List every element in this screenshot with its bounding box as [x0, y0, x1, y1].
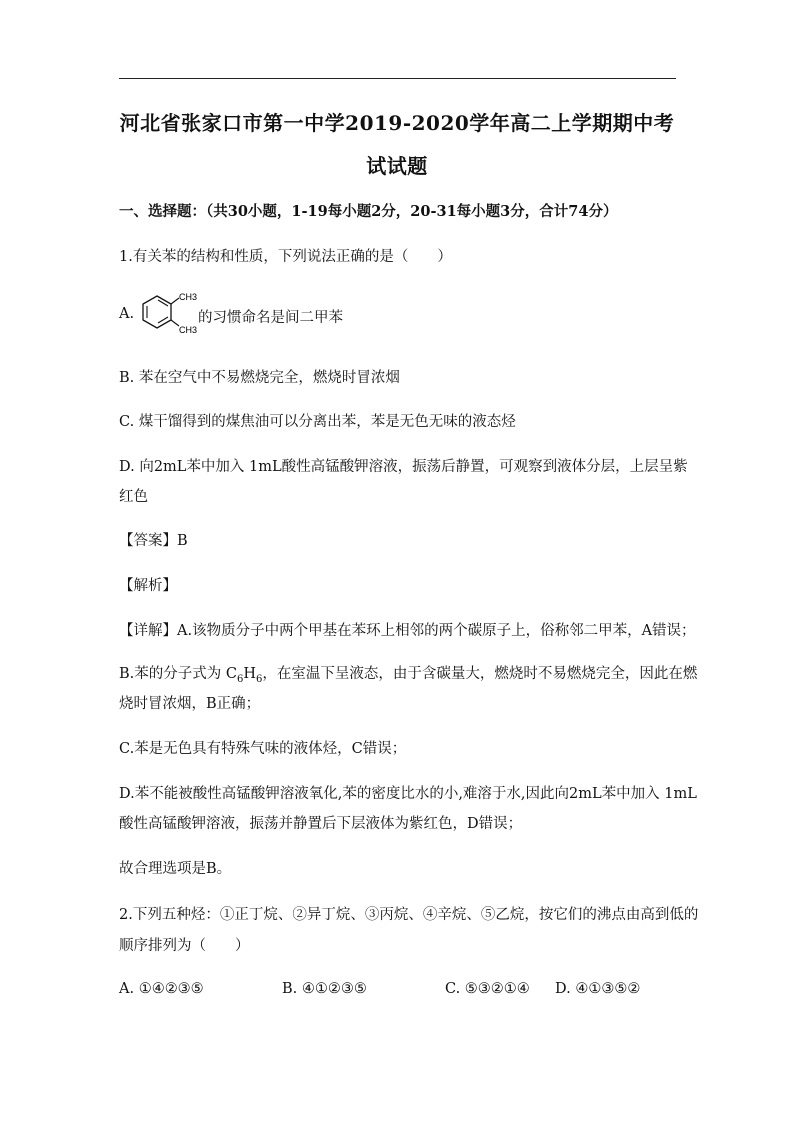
- formula-sub-h: 6: [256, 673, 263, 685]
- q1-option-a-label: A.: [119, 306, 135, 322]
- q1-option-d-line2: 红色: [119, 489, 148, 505]
- q1-detail-b-line2: 烧时冒浓烟，B正确；: [119, 696, 261, 712]
- xylene-structure-image: [137, 290, 197, 336]
- q1-option-c: C. 煤干馏得到的煤焦油可以分离出苯，苯是无色无味的液态烃: [119, 414, 516, 430]
- document-title-line1: 河北省张家口市第一中学2019-2020学年高二上学期期中考: [119, 111, 675, 135]
- q1-detail-d-line2: 酸性高锰酸钾溶液，振荡并静置后下层液体为紫红色，D错误；: [119, 816, 523, 832]
- q1-detail-b-line1: [119, 662, 697, 685]
- formula-h: H: [243, 666, 256, 682]
- q1-option-a-text: 的习惯命名是间二甲苯: [198, 310, 343, 326]
- q2-option-d: D. ④①③⑤②: [555, 981, 641, 997]
- q1-option-d-line1: D. 向2mL苯中加入 1mL酸性高锰酸钾溶液，振荡后静置，可观察到液体分层，上层呈紫: [119, 459, 688, 475]
- q1-detail-d-line1: D.苯不能被酸性高锰酸钾溶液氧化,苯的密度比水的小,难溶于水,因此向2mL苯中加入 1mL: [119, 786, 697, 802]
- q2-stem-line1: 2.下列五种烃：①正丁烷、②异丁烷、③丙烷、④辛烷、⑤乙烷，按它们的沸点由高到低的: [119, 907, 699, 923]
- q2-option-b: B. ④①②③⑤: [282, 981, 367, 997]
- section-heading: 一、选择题：（共30小题，1-19每小题2分，20-31每小题3分，合计74分）: [119, 203, 618, 220]
- detail-b-prefix: B.苯的分子式为 C: [119, 666, 237, 682]
- q1-detail-c: C.苯是无色具有特殊气味的液体烃，C错误；: [119, 741, 407, 757]
- document-title-line2: 试试题: [366, 154, 428, 178]
- header-rule: [119, 78, 676, 79]
- q1-conclusion: 故合理选项是B。: [119, 861, 232, 877]
- q1-answer: 【答案】B: [119, 533, 188, 549]
- q1-stem: 1.有关苯的结构和性质，下列说法正确的是（ ）: [119, 249, 452, 265]
- methyl-label-top: CH3: [179, 292, 197, 302]
- q2-stem-line2: 顺序排列为（ ）: [119, 938, 250, 954]
- q2-option-c: C. ⑤③②①④: [445, 981, 530, 997]
- q1-analysis-heading: 【解析】: [119, 578, 177, 594]
- formula-sub-c: 6: [236, 673, 244, 685]
- methyl-label-bottom: CH3: [179, 325, 197, 335]
- q1-detail-a: 【详解】A.该物质分子中两个甲基在苯环上相邻的两个碳原子上，俗称邻二甲苯，A错误；: [119, 623, 696, 639]
- q2-option-a: A. ①④②③⑤: [119, 981, 204, 997]
- detail-b-suffix: ，在室温下呈液态，由于含碳量大，燃烧时不易燃烧完全，因此在燃: [262, 666, 698, 682]
- q1-option-b: B. 苯在空气中不易燃烧完全，燃烧时冒浓烟: [119, 370, 400, 386]
